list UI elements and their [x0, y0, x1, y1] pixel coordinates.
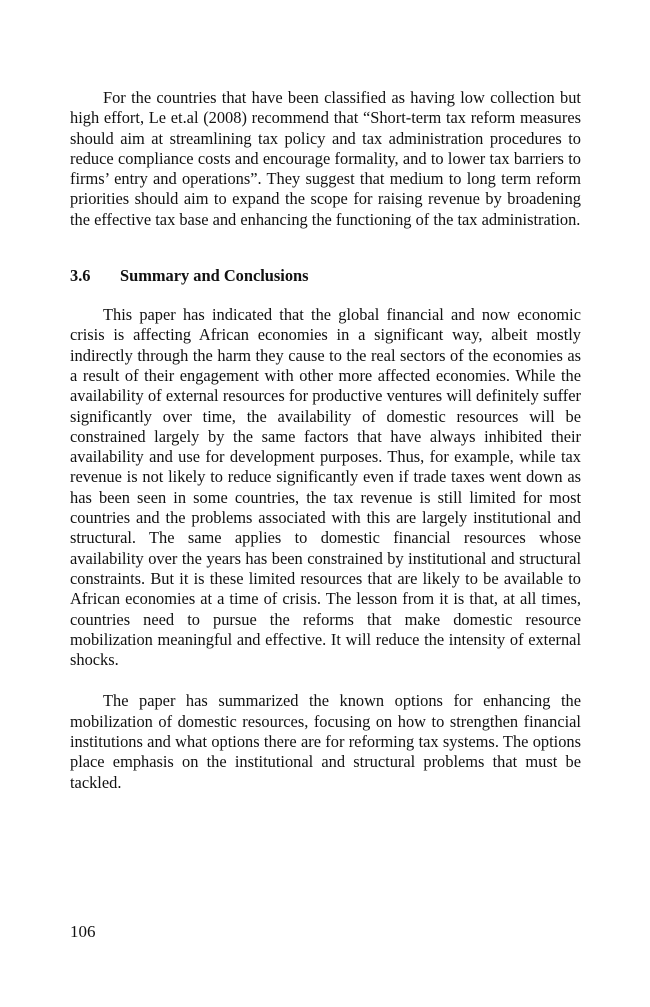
page-number: 106 [70, 922, 96, 941]
section-title: Summary and Conclusions [120, 266, 309, 286]
paragraph-tax-reform: For the countries that have been classified as having low collection but high effort, Le et.al (2008) recommend that “Short-term tax reform measures should aim at streamlining tax policy and tax administration procedures to reduce compliance costs and encourage formality, and to lower tax barriers to firms’ entry and operations”. They suggest that medium to long term reform priorities should aim to expand the scope for raising revenue by broadening the effective tax base and enhancing the functioning of the tax administration. [70, 88, 581, 229]
page-body [70, 88, 581, 793]
section-number: 3.6 [70, 266, 91, 286]
section-heading [70, 266, 581, 286]
paragraph-options-summary: The paper has summarized the known options for enhancing the mobilization of domestic resources, focusing on how to strengthen financial institutions and what options there are for reforming tax systems. The options place emphasis on the institutional and structural problems that must be tackled. [70, 691, 581, 792]
paragraph-crisis-summary: This paper has indicated that the global financial and now economic crisis is affecting African economies in a significant way, albeit mostly indirectly through the harm they cause to the real sectors of the economies as a result of their engagement with other more affected economies. While the availability of external resources for productive ventures will definitely suffer significantly over time, the availability of domestic resources will be constrained largely by the same factors that have always inhibited their availability and use for development purposes. Thus, for example, while tax revenue is not likely to reduce significantly even if trade taxes went down as has been seen in some countries, the tax revenue is still limited for most countries and the problems associated with this are largely institutional and structural. The same applies to domestic financial resources whose availability over the years has been constrained by institutional and structural constraints. But it is these limited resources that are likely to be available to African economies at a time of crisis. The lesson from it is that, at all times, countries need to pursue the reforms that make domestic resource mobilization meaningful and effective. It will reduce the intensity of external shocks. [70, 305, 581, 670]
